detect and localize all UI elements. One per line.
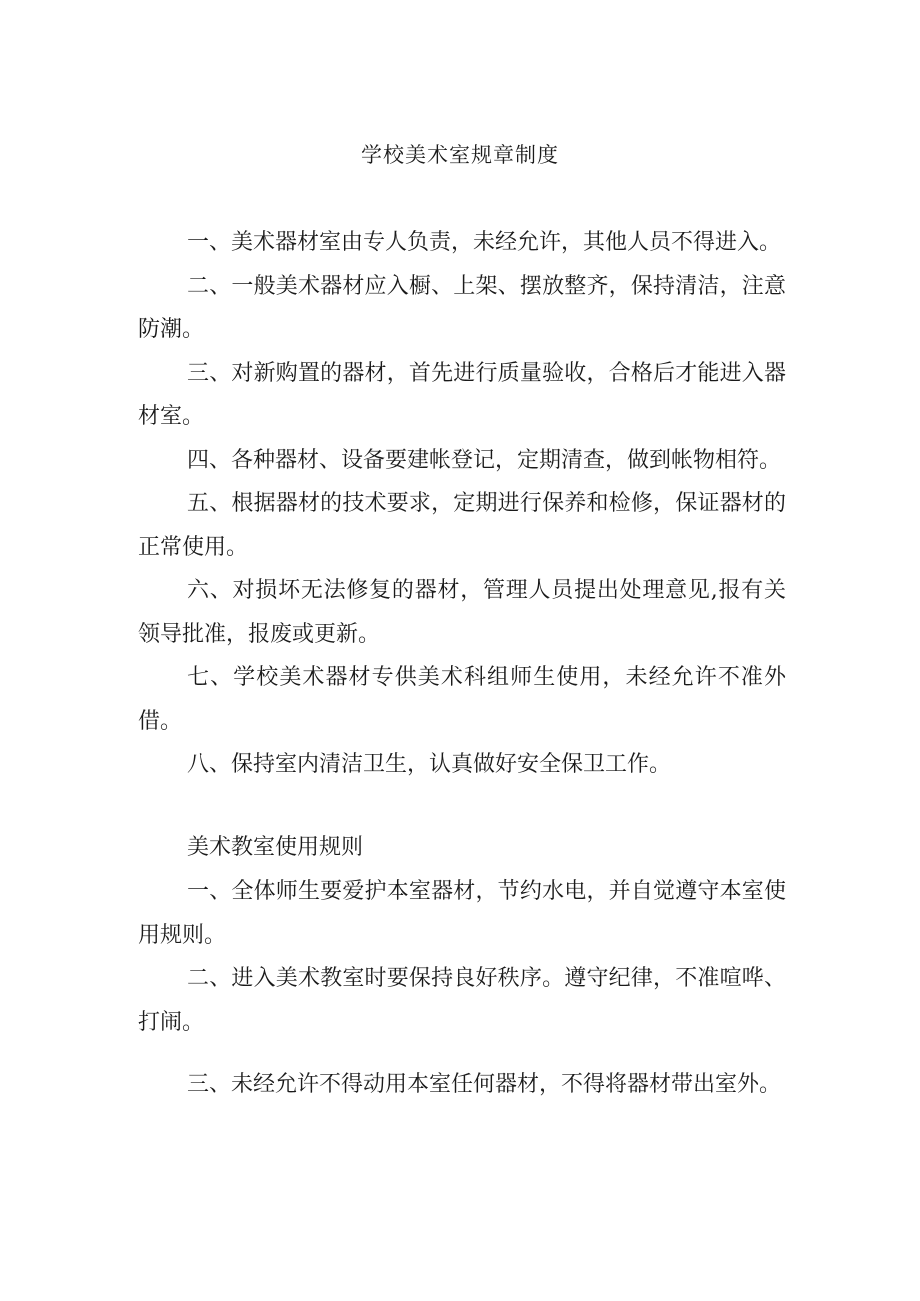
rule-item: 四、各种器材、设备要建帐登记，定期清查，做到帐物相符。 bbox=[187, 447, 782, 473]
classroom-rule-item: 一、全体师生要爱护本室器材，节约水电，并自觉遵守本室使用规则。 bbox=[138, 879, 786, 948]
rule-item: 五、根据器材的技术要求，定期进行保养和检修，保证器材的正常使用。 bbox=[138, 491, 786, 560]
classroom-rule-item: 二、进入美术教室时要保持良好秩序。遵守纪律，不准喧哗、打闹。 bbox=[138, 966, 786, 1035]
rule-item: 三、对新购置的器材，首先进行质量验收，合格后才能进入器材室。 bbox=[138, 360, 786, 429]
document-title: 学校美术室规章制度 bbox=[361, 143, 559, 167]
classroom-rule-item: 三、未经允许不得动用本室任何器材，不得将器材带出室外。 bbox=[187, 1072, 782, 1097]
art-room-rules bbox=[138, 221, 786, 787]
rule-item: 七、学校美术器材专供美术科组师生使用，未经允许不准外借。 bbox=[138, 665, 786, 734]
classroom-rules bbox=[138, 870, 786, 1044]
rule-item: 二、一般美术器材应入橱、上架、摆放整齐，保持清洁，注意防潮。 bbox=[138, 273, 786, 342]
section-subtitle: 美术教室使用规则 bbox=[187, 835, 364, 860]
classroom-rules-continued bbox=[138, 1063, 786, 1107]
rule-item: 六、对损坏无法修复的器材，管理人员提出处理意见,报有关领导批准，报废或更新。 bbox=[138, 578, 786, 647]
rule-item: 八、保持室内清洁卫生，认真做好安全保卫工作。 bbox=[187, 752, 672, 777]
rule-item: 一、美术器材室由专人负责，未经允许，其他人员不得进入。 bbox=[187, 230, 782, 255]
